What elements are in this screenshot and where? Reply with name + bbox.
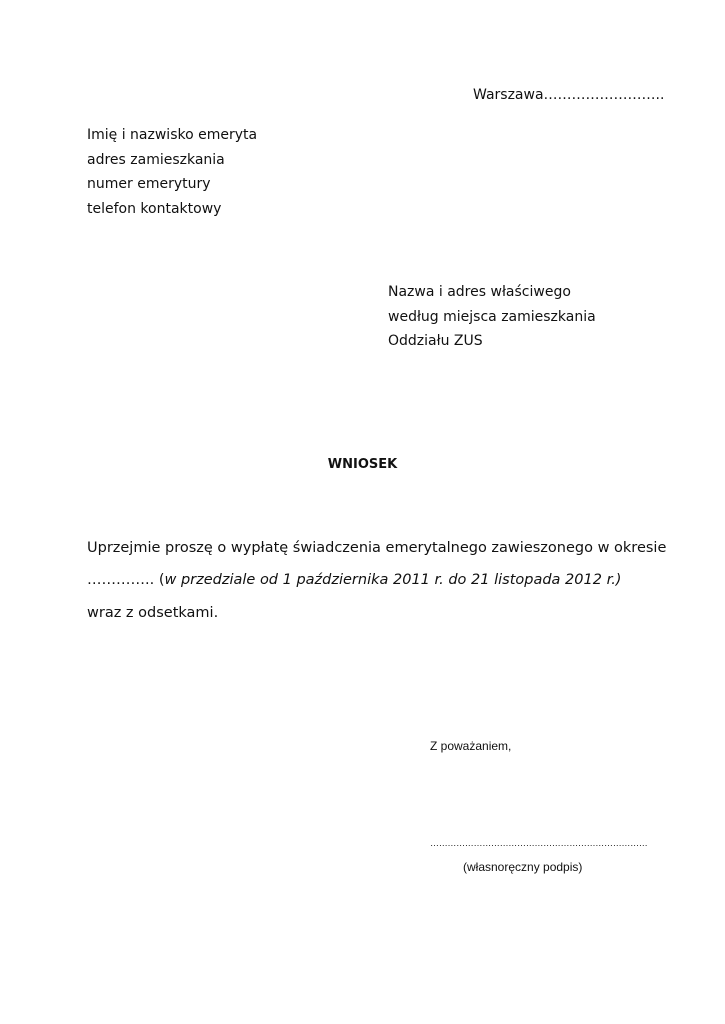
body-line-1: Uprzejmie proszę o wypłatę świadczenia emerytalnego zawieszonego w okresie <box>87 540 667 556</box>
document-title: WNIOSEK <box>327 457 398 472</box>
period-range-note: w przedziale od 1 października 2011 r. do 21 listopada 2012 r.) <box>164 572 622 588</box>
recipient-line-3: Oddziału ZUS <box>388 333 483 349</box>
recipient-line-2: według miejsca zamieszkania <box>388 308 596 325</box>
sender-address: adres zamieszkania <box>87 151 225 168</box>
sender-name: Imię i nazwisko emeryta <box>87 127 258 143</box>
period-placeholder: ………….. ( <box>87 572 165 588</box>
signature-caption: (własnoręczny podpis) <box>463 860 583 874</box>
place-date: Warszawa…………………….. <box>473 87 665 103</box>
body-line-2 <box>87 571 621 589</box>
sender-block <box>87 126 257 224</box>
closing-phrase: Z poważaniem, <box>430 739 512 753</box>
sender-phone: telefon kontaktowy <box>87 200 222 217</box>
body-line-3: wraz z odsetkami. <box>87 605 219 621</box>
sender-pension-number: numer emerytury <box>87 176 211 192</box>
signature-line: ………………………………………………………………… <box>430 838 648 848</box>
recipient-line-1: Nazwa i adres właściwego <box>388 284 571 300</box>
recipient-block <box>388 283 596 357</box>
